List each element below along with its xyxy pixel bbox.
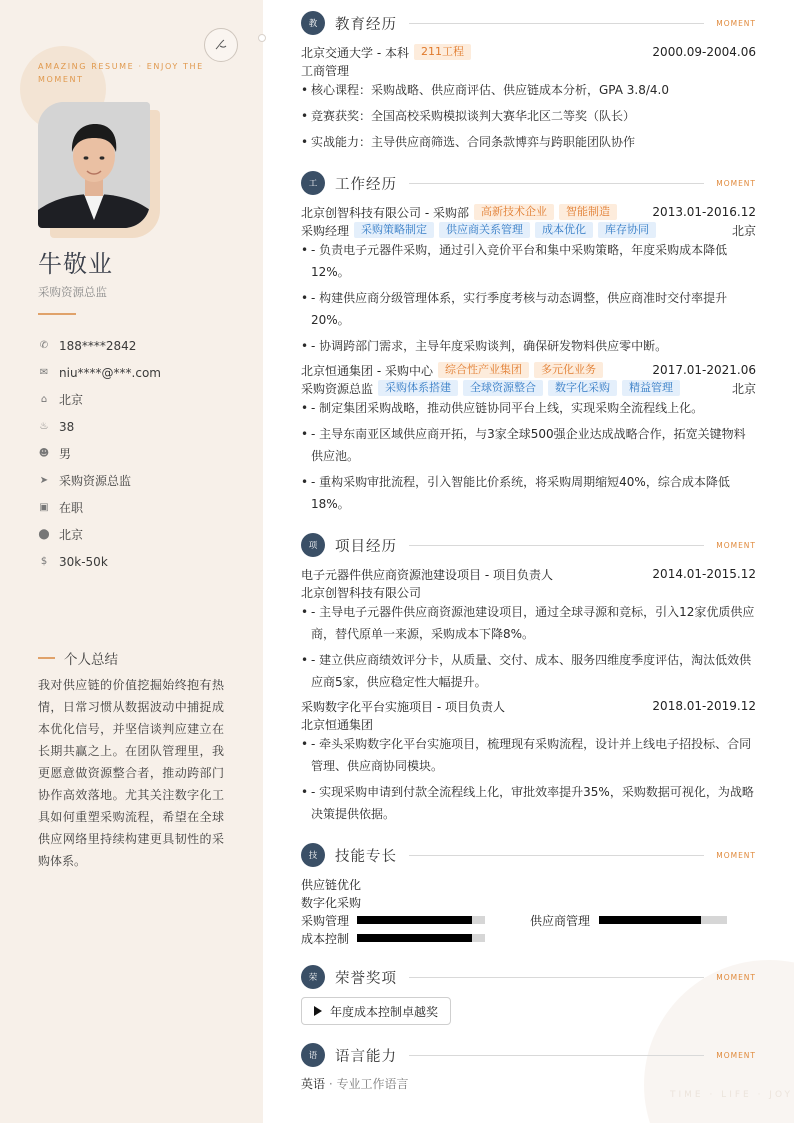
contact-info-list <box>38 332 248 575</box>
company-tag: 综合性产业集团 <box>438 362 529 378</box>
skill-bar <box>357 916 485 924</box>
work-bullet: • - 重构采购审批流程，引入智能比价系统，将采购周期缩短40%，综合成本降低18%。 <box>301 471 756 515</box>
role-tag: 库存协同 <box>598 222 656 238</box>
skill-label: 成本控制 <box>301 932 350 946</box>
education-dates: 2000.09-2004.06 <box>652 45 756 59</box>
award-name: 年度成本控制卓越奖 <box>330 1004 439 1019</box>
project-name: 采购数字化平台实施项目 - 项目负责人 <box>301 699 505 714</box>
person-icon: ☻ <box>38 448 50 459</box>
project-dates: 2018.01-2019.12 <box>652 699 756 713</box>
info-email <box>38 359 248 386</box>
project-row <box>301 565 756 583</box>
mail-icon: ✉ <box>39 367 49 378</box>
section-title: 工作经历 <box>335 176 397 193</box>
section-moment: MOMENT <box>716 178 756 188</box>
section-line <box>409 545 704 546</box>
role-tag: 成本优化 <box>535 222 593 238</box>
skill-bar-fill <box>357 916 472 924</box>
role-name: 采购资源总监 <box>301 381 374 396</box>
section-badge: 荣 <box>301 965 325 989</box>
summary-heading <box>38 648 118 668</box>
work-bullet: • - 负责电子元器件采购，通过引入竞价平台和集中采购策略，年度采购成本降低12%。 <box>301 239 756 283</box>
info-text: 30k-50k <box>59 554 108 569</box>
section-header-honors <box>301 965 756 989</box>
project-bullet: • - 主导电子元器件供应商资源池建设项目，通过全球寻源和竞标，引入12家优质供应商，替代原单一来源，采购成本下降8%。 <box>301 601 756 645</box>
work-company-row <box>301 361 756 379</box>
role-tag: 全球资源整合 <box>463 380 543 396</box>
info-text: 北京 <box>59 393 84 407</box>
work-company-row <box>301 203 756 221</box>
section-badge: 工 <box>301 171 325 195</box>
skill-bar <box>357 934 485 942</box>
info-text: niu****@***.com <box>59 365 161 380</box>
info-text: 188****2842 <box>59 338 137 353</box>
section-line <box>409 855 704 856</box>
section-title: 语言能力 <box>335 1048 397 1065</box>
decorative-dot <box>258 34 266 42</box>
info-age <box>38 413 248 440</box>
project-bullet: • - 牵头采购数字化平台实施项目，梳理现有采购流程，设计并上线电子招投标、合同管理、供应商协同模块。 <box>301 733 756 777</box>
skill-bar-fill <box>357 934 472 942</box>
skill-bar <box>599 916 727 924</box>
section-header-education <box>301 11 756 35</box>
company-name: 北京恒通集团 - 采购中心 <box>301 363 433 378</box>
money-icon: $ <box>40 556 48 567</box>
section-header-skills <box>301 843 756 867</box>
language-level: 专业工作语言 <box>336 1077 409 1091</box>
role-tag: 采购体系搭建 <box>378 380 458 396</box>
section-moment: MOMENT <box>716 850 756 860</box>
section-moment: MOMENT <box>716 540 756 550</box>
work-bullet: • - 协调跨部门需求，主导年度采购谈判，确保研发物料供应零中断。 <box>301 335 756 357</box>
info-phone <box>38 332 248 359</box>
section-badge: 项 <box>301 533 325 557</box>
education-row <box>301 43 756 61</box>
skill-label: 供应商管理 <box>530 914 591 928</box>
skill-bar-fill <box>599 916 701 924</box>
job-title: 采购资源总监 <box>38 285 107 299</box>
project-row <box>301 697 756 715</box>
send-icon: ➤ <box>39 475 49 486</box>
briefcase-icon: ▣ <box>39 502 49 513</box>
work-role-row <box>301 221 756 239</box>
project-dates: 2014.01-2015.12 <box>652 567 756 581</box>
work-bullet: • - 构建供应商分级管理体系，实行季度考核与动态调整，供应商准时交付率提升20%。 <box>301 287 756 331</box>
play-icon <box>314 1006 322 1016</box>
home-icon: ⌂ <box>40 394 48 405</box>
section-title: 教育经历 <box>335 16 397 33</box>
section-line <box>409 23 704 24</box>
section-moment: MOMENT <box>716 18 756 28</box>
work-city: 北京 <box>731 381 756 396</box>
role-tag: 精益管理 <box>622 380 680 396</box>
section-header-project <box>301 533 756 557</box>
award-item[interactable] <box>301 997 451 1025</box>
info-text: 38 <box>59 419 75 434</box>
section-badge: 语 <box>301 1043 325 1067</box>
project-bullet: • - 实现采购申请到付款全流程线上化，审批效率提升35%，采购数据可视化，为战略决策提供依据。 <box>301 781 756 825</box>
project-bullet: • - 建立供应商绩效评分卡，从质量、交付、成本、服务四维度季度评估，淘汰低效供应商5家，供应稳定性大幅提升。 <box>301 649 756 693</box>
company-tag: 高新技术企业 <box>474 204 554 220</box>
work-city: 北京 <box>731 223 756 238</box>
company-tag: 智能制造 <box>559 204 617 220</box>
language-item <box>301 1075 409 1092</box>
role-tag: 采购策略制定 <box>354 222 434 238</box>
skill-text: 数字化采购 <box>301 896 362 910</box>
work-bullet: • - 主导东南亚区域供应商开拓，与3家全球500强企业达成战略合作，拓宽关键物料供应池。 <box>301 423 756 467</box>
work-dates: 2013.01-2016.12 <box>652 205 756 219</box>
project-name: 电子元器件供应商资源池建设项目 - 项目负责人 <box>301 567 553 582</box>
work-role-row <box>301 379 756 397</box>
work-dates: 2017.01-2021.06 <box>652 363 756 377</box>
section-title: 项目经历 <box>335 538 397 555</box>
avatar <box>38 102 150 228</box>
section-badge: 技 <box>301 843 325 867</box>
phone-icon: ✆ <box>39 340 49 351</box>
major: 工商管理 <box>301 64 350 78</box>
summary-title: 个人总结 <box>64 652 118 668</box>
cake-icon: ♨ <box>39 421 49 432</box>
section-header-work <box>301 171 756 195</box>
summary-text: 我对供应链的价值挖掘始终抱有热情，日常习惯从数据波动中捕捉成本优化信号，并坚信谈判应建立在长期共赢之上。在团队管理里，我更愿意做资源整合者，推动跨部门协作高效落地。尤其关注数字化工具如何重塑采购流程，希望在全球供应网络里持续构建更具韧性的采购体系。 <box>38 678 224 868</box>
section-moment: MOMENT <box>716 1050 756 1060</box>
education-bullet: • 竞赛获奖：全国高校采购模拟谈判大赛华北区二等奖（队长） <box>301 105 756 127</box>
section-badge: 教 <box>301 11 325 35</box>
info-text: 男 <box>59 447 72 461</box>
role-tag: 供应商关系管理 <box>439 222 530 238</box>
info-gender <box>38 440 248 467</box>
info-status <box>38 494 248 521</box>
sidebar <box>0 0 263 1123</box>
school-name: 北京交通大学 - 本科 <box>301 45 409 60</box>
company-name: 北京创智科技有限公司 - 采购部 <box>301 205 469 220</box>
info-home <box>38 386 248 413</box>
info-target-role <box>38 467 248 494</box>
location-pin-icon: ⬤ <box>38 529 50 540</box>
section-title: 技能专长 <box>335 848 397 865</box>
section-header-language <box>301 1043 756 1067</box>
section-line <box>409 977 704 978</box>
work-bullet: • - 制定集团采购战略，推动供应链协同平台上线，实现采购全流程线上化。 <box>301 397 756 419</box>
education-bullet: • 核心课程：采购战略、供应商评估、供应链成本分析，GPA 3.8/4.0 <box>301 79 756 101</box>
info-text: 采购资源总监 <box>59 474 132 488</box>
info-salary <box>38 548 248 575</box>
info-text: 在职 <box>59 501 84 515</box>
school-tag: 211工程 <box>414 44 471 60</box>
project-org: 北京创智科技有限公司 <box>301 586 422 600</box>
section-line <box>409 1055 704 1056</box>
section-title: 荣誉奖项 <box>335 970 397 987</box>
tagline: AMAZING RESUME · ENJOY THE MOMENT <box>38 62 204 84</box>
role-tag: 数字化采购 <box>548 380 617 396</box>
person-name: 牛敬业 <box>38 250 113 278</box>
info-text: 北京 <box>59 528 84 542</box>
section-line <box>409 183 704 184</box>
signature-icon <box>204 28 238 62</box>
skill-label: 采购管理 <box>301 914 350 928</box>
project-org: 北京恒通集团 <box>301 718 374 732</box>
company-tag: 多元化业务 <box>534 362 603 378</box>
decorative-text: TIME · LIFE · JOY <box>670 1090 794 1100</box>
role-name: 采购经理 <box>301 223 350 238</box>
divider <box>38 313 76 315</box>
education-bullet: • 实战能力：主导供应商筛选、合同条款博弈与跨职能团队协作 <box>301 131 756 153</box>
skill-text: 供应链优化 <box>301 878 362 892</box>
info-location <box>38 521 248 548</box>
language-name: 英语 <box>301 1077 326 1091</box>
heading-accent <box>38 657 55 659</box>
section-moment: MOMENT <box>716 972 756 982</box>
language-separator: · <box>328 1077 333 1091</box>
